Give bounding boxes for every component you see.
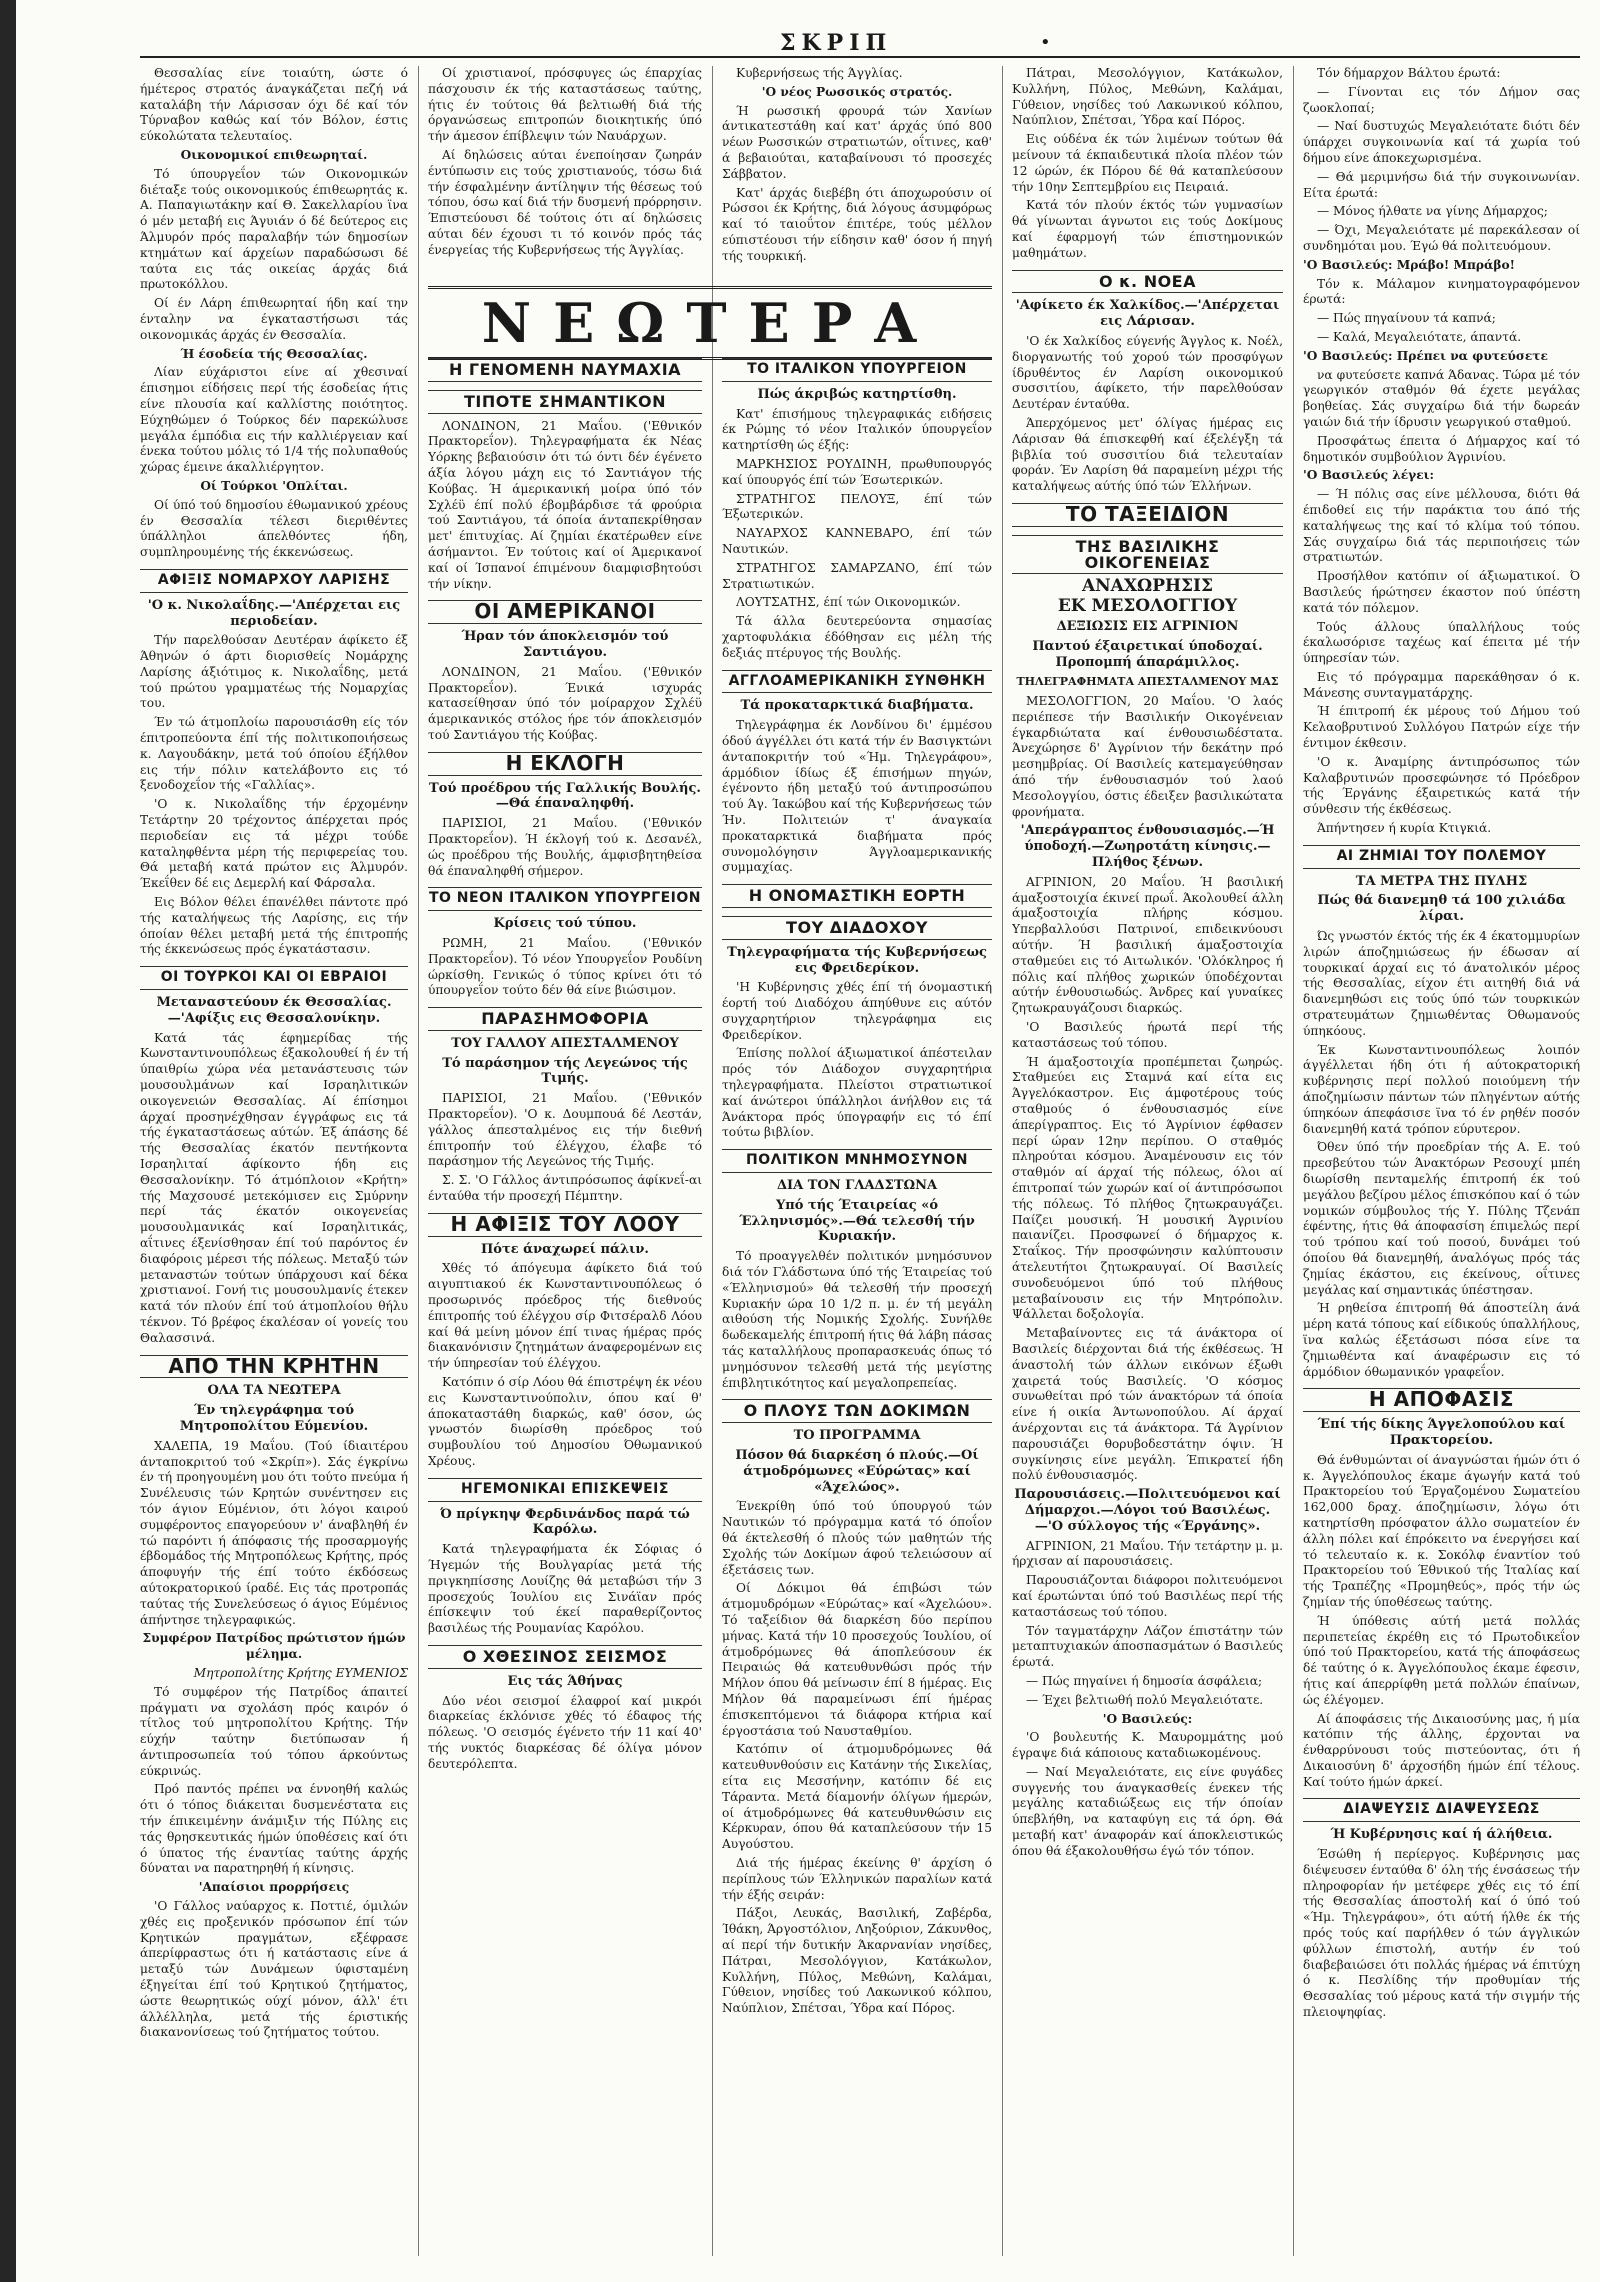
headline: Ο ΠΛΟΥΣ ΤΩΝ ΔΟΚΙΜΩΝ: [722, 1399, 992, 1423]
paragraph: — Πώς πηγαίνουν τά καπνά;: [1317, 311, 1496, 326]
paragraph: Κατόπιν ό σίρ Λόου θά έπιστρέψη έκ νέου εις Κωνσταντινούπολιν, όπου καί θ' άποκαταστάθη διαρκώς, καθ' όσον, ώς γνωστόν διωρίσθη πρόεδρος τού συμβουλίου τού Δημοσίου Όθωμανικού Χρέους.: [428, 1375, 702, 1469]
paragraph: ΠΑΡΙΣΙΟΙ, 21 Μαΐου. ('Εθνικόν Πρακτορεΐον). 'Ο κ. Δουμπουά δέ Λεστάν, γάλλος άπεσταλμένος εις τήν διεθνή έπιτροπήν τού έλέγχου, έλαβε τό παράσημον τής Λεγεώνος τής Τιμής.: [428, 1091, 702, 1169]
headline: ΟΙ ΤΟΥΡΚΟΙ ΚΑΙ ΟΙ ΕΒΡΑΙΟΙ: [140, 966, 408, 990]
paragraph: Τά άλλα δευτερεύοντα σημασίας χαρτοφυλάκια έδόθησαν εις μέλη τής δεξιάς πτέρυγος τής Βουλής.: [722, 614, 992, 660]
paragraph: — Μόνος ήλθατε να γίνης Δήμαρχος;: [1317, 204, 1548, 219]
column-3: [722, 350, 992, 2256]
headline: ΤΙΠΟΤΕ ΣΗΜΑΝΤΙΚΟΝ: [428, 390, 702, 414]
subheadline: ΔΙΑ ΤΟΝ ΓΛΑΔΣΤΩΝΑ: [776, 1178, 938, 1194]
scan-edge: [0, 0, 16, 2282]
paragraph: ΣΤΡΑΤΗΓΟΣ ΣΑΜΑΡΖΑΝΟ, έπί τών Στρατιωτικών.: [722, 560, 992, 591]
subheadline: Ό πρίγκηψ Φερδινάνδος παρά τώ Καρόλω.: [440, 1506, 690, 1538]
paragraph: ΝΑΥΑΡΧΟΣ ΚΑΝΝΕΒΑΡΟ, έπί τών Ναυτικών.: [722, 526, 992, 556]
headline: ΑΙ ΖΗΜΙΑΙ ΤΟΥ ΠΟΛΕΜΟΥ: [1303, 845, 1580, 869]
section-title: 'Ο Βασιλεύς: Πρέπει να φυτεύσετε: [1303, 348, 1548, 363]
paragraph: Ή άμαξοστοιχία προπέμπεται ζωηρώς. Σταθμεύει εις Σταμνά καί είτα εις Άγγελόκαστρον. Εις άμφοτέρους τούς σταθμούς ό ένθουσιασμός είνε άπερίγραπτος. Εις τό Άγρίνιον έφθασεν περί ώραν 12ην περίπου. Ο σταθμός πληρούται κόσμου. Άναμένουσιν εις τόν σταθμόν αί άρχαί τής πόλεως, όλοι αί έπιτροπαί τών χωρών καί οί άντιπρόσωποι τής πόλεως. Τό πλήθος ζητωκραυγάζει. Παίζει μουσική. Ή μουσική Άγρινίου παιανίζει. Προσφωνεί ό δήμαρχος κ. Σταΐκος. Τήν προσφώνησιν καλύπτουσιν άτελευτήτοι ζητωκραυγαί. Οί Βασιλείς συνοδευόμενοι ύπό τού πλήθους μεταβαίνουσιν εις τήν Μητρόπολιν. Ψάλλεται δοξολογία.: [1012, 1054, 1283, 1322]
paragraph: Παρουσιάζονται διάφοροι πολιτευόμενοι καί έρωτώνται ύπό τού Βασιλέως περί τής καταστάσεως τού τόπου.: [1012, 1573, 1283, 1619]
paragraph: — Ναί Μεγαλειότατε, εις είνε φυγάδες συγγενής του άναγκασθείς ένεκεν τής μεγάλης καταδιώξεως εις τήν όποίαν ύπεβλήθη, να καταφύγη εις τά όρη. Θά μεταβή κατ' άναφοράν καί άποκλειστικώς όπου θά έξακολουθήσω έγώ τόν τόπον.: [1012, 1764, 1283, 1858]
paragraph: Αί άποφάσεις τής Δικαιοσύνης μας, ή μία κατόπιν τής άλλης, έρχονται να ένθαρρύνουσι τούς πιστεύοντας, ότι ή Δικαιοσύνη δ' άρχοσήδη ήμών έπί τέλους. Καί τούτο ήμών άρκεί.: [1303, 1711, 1580, 1789]
paragraph: Ή έπιτροπή έκ μέρους τού Δήμου τού Κελαοβρυτινού Συλλόγου Πατρών είχε τήν έντιμον έκθεσιν.: [1303, 704, 1580, 751]
subheadline: Κρίσεις τού τύπου.: [493, 916, 637, 932]
paragraph: — Έχει βελτιωθή πολύ Μεγαλειότατε.: [1026, 1692, 1264, 1707]
subheadline: ΤΑ ΜΕΤΡΑ ΤΗΣ ΠΥΛΗΣ: [1355, 873, 1528, 889]
section-title: 'Ο Βασιλεύς:: [1102, 1711, 1193, 1726]
subheadline: 'Αφίκετο έκ Χαλκίδος.—'Απέρχεται εις Λάρισαν.: [1015, 298, 1280, 330]
headline: ΟΙ ΑΜΕΡΙΚΑΝΟΙ: [428, 600, 702, 624]
paragraph: Κατ' έπισήμους τηλεγραφικάς ειδήσεις έκ Ρώμης τό νέον Ιταλικόν ύπουργεΐον κατηρτίσθη ώς έξής:: [722, 406, 992, 453]
paragraph: ΑΓΡΙΝΙΟΝ, 21 Μαΐου. Τήν τετάρτην μ. μ. ήρχισαν αί παρουσιάσεις.: [1012, 1538, 1283, 1569]
paragraph: 'Ο Βασιλεύς ήρωτά περί τής καταστάσεως τού τόπου.: [1012, 1020, 1283, 1050]
headline: Η ΕΚΛΟΓΗ: [428, 752, 702, 776]
headline: ΑΓΓΛΟΑΜΕΡΙΚΑΝΙΚΗ ΣΥΝΘΗΚΗ: [722, 670, 992, 694]
paragraph: Άπήντησεν ή κυρία Κτιγκιά.: [1317, 821, 1492, 836]
subheadline: Παρουσιάσεις.—Πολιτευόμενοι καί Δήμαρχοι.—Λόγοι τού Βασιλέως.—'Ο σύλλογος τής «Έργάνης».: [1014, 1487, 1281, 1534]
masthead-dot: •: [1040, 32, 1051, 53]
paragraph: Εις Βόλον θέλει έπανέλθει πάντοτε πρό τής καταλήψεως τής Λαρίσης, εις τήν όποίαν θέλει μεταβή μετά τής έπιτροπής τής έκκενώσεως πρός έγκατάστασιν.: [140, 895, 408, 957]
paragraph: Χθές τό άπόγευμα άφίκετο διά τού αιγυπτιακού έκ Κωνσταντινουπόλεως ό προσωρινός πρόεδρος τής διεθνούς έπιτροπής τού έλέγχου σίρ Φιτσέραλδ Λόου καί θά μείνη μόνον έπί τινας ήμέρας πρός διακανόνισιν ζητημάτων άναφερομένων εις τήν ύπηρεσίαν τού έλέγχου.: [428, 1261, 702, 1371]
paragraph: Έσώθη ή περίεργος. Κυβέρνησις μας διέψευσεν ένταύθα δ' όλη τής ένσάσεως τήν πληροφορίαν ήν μετέφερε χθές εις τό έπί τής Θεσσαλίας άποστολή καί ό ύπό τού «Ήμ. Τηλεγράφου», ότι αύτή ήλθε έκ τής πρός τούς καί παρήλθεν ό τών άγγλικών φύλλων έπιστολή, αυτήν έν τού διαβεβαιώσει ότι πολλάς ήμέρας νά έπιτύχη ό κ. Πεσλίδης τήν προθυμίαν τής Θεσσαλίας τού μέρους κατά τήν σιγμήν τής πλειοψηφίας.: [1303, 1847, 1580, 2020]
paragraph: Εις ούδένα έκ τών λιμένων τούτων θά μείνουν τά έκπαιδευτικά πλοία πλέον τών 12 ώρών, έκ Πόρου δέ θά καταπλεύσουν τήν 10ην Σεπτεμβρίου εις Πειραιά.: [1012, 132, 1283, 194]
paragraph: Τό συμφέρον τής Πατρίδος άπαιτεί πράγματι να σχολάση πρός καιρόν ό τίτλος τού μητροπολίτου Κρήτης. Τήν εύχήν ταύτην διετύπωσαν ή άντιπροσωπεία τού τόπου άρκούντως εύκρινώς.: [140, 1684, 408, 1778]
section-title: 'Ο Βασιλεύς: Μράβο! Μπράβο!: [1303, 257, 1515, 272]
subheadline: ΑΝΑΧΩΡΗΣΙΣ: [1081, 576, 1214, 597]
paragraph: — Ή πόλις σας είνε μέλλουσα, διότι θά έπιδοθεί εις τήν παράκτια του άπό τής καταλήψεως της καί τό κλίμα τού τόπου. Σάς συγχαίρω διά τάς περιποιήσεις τών στρατιωτών.: [1303, 487, 1580, 565]
paragraph: Τό προαγγελθέν πολιτικόν μνημόσυνον διά τόν Γλάδστωνα ύπό τής Έταιρείας τού «Έλληνισμού» θά τελεσθή τήν προσεχή Κυριακήν ώρα 10 1/2 π. μ. έν τή μεγάλη αιθούση τής Νομικής Σχολής. Συνήλθε δωδεκαμελής έπιτροπή ήτις θά λάβη πάσας τάς καταλλήλους προπαρασκευάς όπως τό μνημόσυνον τελεσθή μετά τής μεγίστης έπιβλητικότητος καί μεγαλοπρεπείας.: [722, 1249, 992, 1390]
paragraph: — Καλά, Μεγαλειότατε, άπαντά.: [1317, 329, 1522, 344]
paragraph: ΜΑΡΚΗΣΙΟΣ ΡΟΥΔΙΝΗ, πρωθυπουργός καί ύπουργός έπί τών Έσωτερικών.: [722, 456, 992, 487]
section-title: 'Ο νέος Ρωσσικός στρατός.: [761, 84, 953, 99]
headline: ΔΙΑΨΕΥΣΙΣ ΔΙΑΨΕΥΣΕΩΣ: [1303, 1798, 1580, 1822]
paragraph: ΑΓΡΙΝΙΟΝ, 20 Μαΐου. Ή βασιλική άμαξοστοιχία έκινεί πρωΐ. Άκολουθεί άλλη άμαξοστοιχία πλήρης κόσμου. Υπερβαλλούσι Πατρινοί, επιδεικνύουσι αύτήν. Ή βασιλική άμαξοστοιχία σταθμεύει εις τό Αιτωλικόν. 'Ολόκληρος ή πόλις καί πλήθος χωρικών ύποδέχονται αύτήν ένθουσιωδώς. Άνδρες καί γυναίκες ζητωκραυγάζουσι διαρκώς.: [1012, 874, 1283, 1016]
headline: ΤΟ ΝΕΟΝ ΙΤΑΛΙΚΟΝ ΥΠΟΥΡΓΕΙΟΝ: [428, 887, 702, 911]
headline: ΤΗΣ ΒΑΣΙΛΙΚΗΣ ΟΙΚΟΓΕΝΕΙΑΣ: [1012, 535, 1283, 575]
paragraph: Προσήλθον κατόπιν οί άξιωματικοί. Ό Βασιλεύς ήρώτησεν έκαστον πού ύπέστη κατά τόν πόλεμον.: [1303, 569, 1580, 615]
subheadline: Πότε άναχωρεί πάλιν.: [481, 1241, 649, 1257]
headline: ΤΟΥ ΔΙΑΔΟΧΟΥ: [722, 916, 992, 940]
paragraph: Πάτραι, Μεσολόγγιον, Κατάκωλον, Κυλλήνη, Πύλος, Μεθώνη, Καλάμαι, Γύθειον, νησίδες τού Λακωνικού κόλπου, Ναύπλιον, Σπέτσαι, Ύδρα καί Πόρος.: [1012, 66, 1283, 128]
paragraph: ΛΟΝΔΙΝΟΝ, 21 Μαΐου. ('Εθνικόν Πρακτορεΐον). Ένικά ισχυράς κατασείθησαν ύπό τόν μοίραρχον Σχλέϋ άμερικανικός στόλος ήρε τόν άποκλεισμόν τού Σαντιάγου τής Κούβας.: [428, 664, 702, 742]
section-title: Οικονομικοί επιθεωρηταί.: [180, 147, 368, 162]
section-title: Συμφέρον Πατρίδος πρώτιστον ήμών μέλημα.: [142, 1631, 406, 1662]
paragraph: — Όχι, Μεγαλειότατε μέ παρεκάλεσαν οί συνδημόται μου. Έγώ θά πολιτευόμουν.: [1303, 223, 1580, 253]
paragraph: Ή ρωσσική φρουρά τών Χανίων άντικατεστάθη καί κατ' άρχάς ύπό 800 νέων Ρωσσικών στρατιωτών, οΐτινες, καθ' ά βεβαιούται, καταβαίνουσι τό προσεχές Σάββατον.: [722, 103, 992, 181]
paragraph: Κατά τηλεγραφήματα έκ Σόφιας ό Ήγεμών τής Βουλγαρίας μετά τής πριγκηπίσσης Λουίζης θά μεταβώσι τήν 3 προσεχούς Ίουλίου εις Σινάϊαν πρός έπίσκεψιν τού έκεί παραθερίζοντος βασιλέως τής Ρουμανίας Καρόλου.: [428, 1542, 702, 1636]
section-title: 'Απαίσιοι προρρήσεις: [198, 1880, 350, 1895]
paragraph: Δύο νέοι σεισμοί έλαφροί καί μικρόι διαρκείας έκλόνισε χθές τό έδαφος τής πόλεως. 'Ο σεισμός έγένετο τήν 11 καί 40' τής νυκτός διαρκέσας δέ όλίγα μόνον δευτερόλεπτα.: [428, 1693, 702, 1771]
subheadline: 'Ο κ. Νικολαΐδης.—'Απέρχεται εις περιοδείαν.: [147, 597, 401, 629]
paragraph: Θά ένθυμώνται οί άναγνώσται ήμών ότι ό κ. Άγγελόπουλος έκαμε άγωγήν κατά τού Πρακτορείου τού Έργαζομένου Σωματείου 162,000 δραχ. άποζημίωσιν, λόγω ότι κατηρτίσθη πρόσφατον άλλο σωματείον έν άλλη πόλει καί έπρόκειτο να ένεργήσει καί τό τελευταίο κ. κ. Σοκόλφ έναντίον τού Πρακτορείου τού Έθνικού τής Ίταλίας καί τής Τραπέζης «Προμηθεύς», πρός τήν ώς ζημίαν τής ύποθέσεως ταύτης.: [1303, 1452, 1580, 1609]
paragraph: — Πώς πηγαίνει ή δημοσία άσφάλεια;: [1026, 1673, 1263, 1688]
subheadline: Τού προέδρου τής Γαλλικής Βουλής.—Θά έπαναληφθή.: [429, 780, 701, 812]
section-title: Οί Τούρκοι 'Οπλίται.: [200, 478, 348, 493]
paragraph: Εις τό πρόγραμμα παρεκάθησαν ό κ. Μάνεσης συνταγματάρχης.: [1303, 669, 1580, 700]
paragraph: Οί έν Λάρη έπιθεωρηταί ήδη καί την ένταλην να έγκαταστήσωσι τάς οικονομικάς άρχάς έν Θεσσαλία.: [140, 296, 408, 342]
subheadline: ΟΛΑ ΤΑ ΝΕΩΤΕΡΑ: [207, 1383, 341, 1399]
paragraph: 'Η Κυβέρνησις χθές έπί τή όνομαστική έορτή τού Διαδόχου άπηύθυνε εις αύτόν συγχαρητήριον τηλεγράφημα εις Φρειδερίκον.: [722, 980, 992, 1042]
paragraph: Έκ Κωνσταντινουπόλεως λοιπόν άγγέλλεται ήδη ότι ή αύτοκρατορική κυβέρνησις περί πολλού ποιούμενη τήν άποζημίωσιν πάντων τών πληγέντων αύτής ύπηκόων άπεφάσισε ϊνα τό έν ρηθέν ποσόν διανεμηθή κατά τρόπον εύρυτερον.: [1303, 1042, 1580, 1136]
paragraph: Κυβερνήσεως τής Άγγλίας.: [736, 66, 903, 80]
subheadline: ΤΟΥ ΓΑΛΛΟΥ ΑΠΕΣΤΑΛΜΕΝΟΥ: [451, 1035, 679, 1051]
headline: ΑΦΙΞΙΣ ΝΟΜΑΡΧΟΥ ΛΑΡΙΣΗΣ: [140, 569, 408, 593]
paragraph: 'Ο βουλευτής Κ. Μαυρομμάτης μού έγραψε διά κάποιους καταδιωκομένους.: [1012, 1730, 1283, 1761]
paragraph: — Ναί δυστυχώς Μεγαλειότατε διότι δέν ύπάρχει συγκοινωνία καί τά χωρία τού δήμου είνε άποκεχωρισμένα.: [1303, 119, 1580, 165]
paragraph: Τήν παρελθούσαν Δευτέραν άφίκετο έξ Άθηνών ό άρτι διορισθείς Νομάρχης Λαρίσης άξιότιμος κ. Νικολαΐδης, μετά τού πρώτου γραμματέως τής Νομαρχίας του.: [140, 633, 408, 711]
paragraph: — Γίνονται εις τόν Δήμον σας ζωοκλοπαί;: [1303, 84, 1580, 115]
subheadline: Έπί τής δίκης Άγγελοπούλου καί Πρακτορείου.: [1317, 1417, 1566, 1448]
paragraph: Ή ύπόθεσις αύτή μετά πολλάς περιπετείας έκρέθη εις τό Πρωτοδικεΐον ύπό τού Πρακτορείου, κατά τής άποφάσεως δέ ταύτης ό κ. Άγγελόπουλος έκαμε έφεσιν, ήτις καί άπερρίφθη μετά πολλών έπαίνων, ώς έλέγομεν.: [1303, 1613, 1580, 1707]
paragraph: Κατά τόν πλούν έκτός τών γυμνασίων θά γίνωνται άγνωτοι εις τούς Δοκίμους καί έφαρμογή τών έπιστημονικών μαθημάτων.: [1012, 198, 1283, 260]
subheadline: Παντού έξαιρετικαί ύποδοχαί. Προπομπή άπαράμιλλος.: [1032, 638, 1263, 670]
paragraph: Πρό παντός πρέπει να έννοηθή καλώς ότι ό τόπος διάκειται δυσμενέστατα εις τήν έπικειμένην άνάμιξιν τής Πύλης εις τάς θρησκευτικάς ήμών ύποθέσεις καί ότι ό ύπατος τής έναντίας ταύτης άρχής δύναται να παρατηρηθή ή κίνησις.: [140, 1782, 408, 1876]
column-3-top: [722, 66, 992, 280]
section-title: 'Ο Βασιλεύς λέγει:: [1303, 468, 1435, 483]
column-4: [1012, 66, 1283, 2256]
column-rule: [418, 66, 419, 2256]
subheadline: Υπό τής Έταιρείας «ό Έλληνισμός».—Θά τελεσθή τήν Κυριακήν.: [739, 1197, 975, 1245]
paragraph: ΛΟΥΤΣΑΤΗΣ, έπί τών Οικονομικών.: [736, 595, 961, 610]
subheadline: ΔΕΞΙΩΣΙΣ ΕΙΣ ΑΓΡΙΝΙΟΝ: [1056, 618, 1239, 634]
paragraph: 'Ο Γάλλος ναύαρχος κ. Ποττιέ, όμιλών χθές εις προξενικόν πρόσωπον έπί τών Κρητικών πραγμάτων, εξέφρασε άπερίφραστως ότι ή κατάστασις είνε ά μεταξύ τών Δυνάμεων ύφισταμένη έξηγείται έπί τού Κρητικού ζητήματος, ώστε θεωρητικώς ούχί μόνον, άλλ' έτι άλλέλληλα, μετά τής έριστικής διακανονίσεως τού ζητήματος τούτου.: [140, 1899, 408, 2040]
paragraph: Κατά τάς έφημερίδας τής Κωνσταντινουπόλεως έξακολουθεί ή έν τή ύπαιθρίω χώρα νέα μετανάστευσις τών μουσουλμάνων καί Ισραηλιτικών οικογενειών Θεσσαλίας. Αί έπίσημοι άρχαί προσηνέχθησαν έγγράφως εις τά τής έγκαταστάσεως αύτών. Έξ άπάσης δέ τής Θεσσαλίας έκατόν πεντήκοντα Ισραηλιταί άφίκοντο ήδη εις Θεσσαλονίκην. Τό άτμόπλοιον «Κρήτη» τής Μαχσουσέ μετεκόμισεν εις Σμύρνην περί τάς έκατόν οικογενείας μουσουλμανικάς καί Ισραηλιτικάς, αΐτινες έξενίσθησαν έπί τού παρόντος έν διαφόροις μέρεσι τής πόλεως. Μεταξύ τών μεταναστών τούτων ύπάρχουσι καί δέκα χριστιανοί. Γονή τις μουσουλμανίς έτεκεν κατά τόν πλούν έπί τού άτμοπλοίου θήλυ τέκνον. Τό βρέφος έκαλέσαν οί γονείς του Θαλασσινά.: [140, 1030, 408, 1345]
paragraph: Ή ρηθείσα έπιτροπή θά άποστείλη άνά μέρη κατά τόπους καί είδικούς ύπαλλήλους, ϊνα καλώς έξετάσωσι πόσα είνε τα ζημιωθέντα καί άναφέρωσιν εις τό άρμόδιον όθωμανικόν γραφεΐον.: [1303, 1301, 1580, 1379]
subheadline: ΕΚ ΜΕΣΟΛΟΓΓΙΟΥ: [1057, 596, 1238, 617]
column-2-lower: [428, 350, 702, 2256]
paragraph: Έπίσης πολλοί άξιωματικοί άπέστειλαν πρός τόν Διάδοχον συγχαρητήρια τηλεγραφήματα. Πλείστοι στρατιωτικοί καί άνώτεροι ύπάλληλοι άνήλθον εις τά Άνάκτορα πρός ύπογραφήν εις τό έπί τούτω βιβλίον.: [722, 1046, 992, 1140]
paragraph: Διά τής ήμέρας έκείνης θ' άρχίση ό περίπλους τών Έλληνικών παραλίων κατά τήν έξής σειράν:: [722, 1855, 992, 1902]
section-banner-neotera: ΝΕΩΤΕΡΑ: [428, 286, 992, 360]
paragraph: 'Ο κ. Νικολαΐδης τήν έρχομένην Τετάρτην 20 τρέχοντος άπέρχεται πρός περιοδείαν εις τά μέχρι τούδε καταληφθέντα μέρη τής περιφερείας του. Θά μεταβή κατά πρώτον εις Άλμυρόν. Έκεΐθεν δέ εις Δεμερλή καί Φάρσαλα.: [140, 797, 408, 891]
paragraph: 'Ο κ. Άναμίρης άντιπρόσωπος τών Καλαβρυτινών προσεφώνησε τό Πρόεδρον τής Έργάνης έξαιρετικώς κατά τήν σύνθεσιν τής έκθέσεως.: [1303, 754, 1580, 817]
headline: Η ΓΕΝΟΜΕΝΗ ΝΑΥΜΑΧΙΑ: [428, 358, 702, 382]
paragraph: Τό ύπουργεΐον τών Οικονομικών διέταξε τούς οικονομικούς έπιθεωρητάς κ. Α. Παπαγιωτάκην καί Θ. Σακελλαρίου ϊνα ό μέν μεταβή εις Άγυιάν ό δέ δεύτερος εις Άλμυρόν πρός παραλαβήν τών δημοσίων κτημάτων καί άρχείων παραδώσωσι δέ ταύτα εις τάς οικείας άρχάς διά πρωτοκόλλου.: [140, 166, 408, 292]
paragraph: Τόν ταγματάρχην Λάζον έπιστάτην τών μεταπτυχιακών άποσπασμάτων ό Βασιλεύς έρωτά.: [1012, 1623, 1283, 1670]
section-title: Ή έσοδεία τής Θεσσαλίας.: [180, 346, 368, 361]
column-rule: [1293, 66, 1294, 2256]
headline: Ο ΧΘΕΣΙΝΟΣ ΣΕΙΣΜΟΣ: [428, 1645, 702, 1669]
subheadline: ΤΟ ΠΡΟΓΡΑΜΜΑ: [793, 1428, 921, 1444]
subheadline: Πώς άκριβώς κατηρτίσθη.: [757, 386, 957, 402]
headline: ΠΟΛΙΤΙΚΟΝ ΜΝΗΜΟΣΥΝΟΝ: [722, 1149, 992, 1173]
paragraph: Λίαν εύχάριστοι είνε αί χθεσιναί έπισημοι είδήσεις περί τής έσοδείας ήτις είνε πλουσία καί καλλίστης ποιότητος. Εύχηθώμεν ό Τούρκος δέν παρεκώλυσε μεγάλα έμπόδια εις τήν καλλιέργειαν καί ένεκα τούτου μόλις τό 1/4 τής πολυπαθούς χώρας έμεινε άκαλλιέργητον.: [140, 365, 408, 475]
paragraph: ΜΕΣΟΛΟΓΓΙΟΝ, 20 Μαΐου. 'Ο λαός περιέπεσε τήν Βασιλικήν Οικογένειαν έγκαρδιώτατα καί ένθουσιωδέστατα. Άνεχώρησε δ' Άγρίνιον τήν δεκάτην πρό μεσημβρίας. Οί Βασιλείς κατεμαγεύθησαν άπό τήν ένθουσιασμόν τού λαού Μεσολογγίου, όστις έδειξεν βασιλικώτατα φρονήματα.: [1012, 694, 1283, 819]
paragraph: Θεσσαλίας είνε τοιαύτη, ώστε ό ήμέτερος στρατός άναγκάζεται πεζή νά καταλάβη τήν Λάρισσαν όχι δέ καί τόν Τύρναβον καθώς καί τόν Βόλον, έστις εύκολώτατα τελευταίος.: [140, 66, 408, 144]
newspaper-name: ΣΚΡΙΠ: [780, 30, 893, 56]
subheadline: ΤΗΛΕΓΡΑΦΗΜΑΤΑ ΑΠΕΣΤΑΛΜΕΝΟΥ ΜΑΣ: [1016, 675, 1279, 689]
headline: ΠΑΡΑΣΗΜΟΦΟΡΙΑ: [428, 1007, 702, 1031]
headline: Η ΑΠΟΦΑΣΙΣ: [1303, 1388, 1580, 1412]
paragraph: ΧΑΛΕΠΑ, 19 Μαΐου. (Τού ίδιαιτέρου άνταποκριτού τού «Σκρίπ»). Σάς έγκρίνω έν τή προηγουμένη μου ότι τούτο πνεύμα ή Συνέλευσις τών Κρητών συνέντησεν εις τόν άγιον Εύμένιον, ότι λόγοι καιρού συμφέροντος επαγορεύουν ν' άναβληθή έν τώ παρόντι ή άπόφασις τής προσαρμογής έβδομάδος τής Μητροπόλεως Κρήτης, πρός άποφυγήν τής έπί τούτο έκδόσεως αύτοκρατορικού ίραδέ. Εις τάς προτροπάς ταύτας τής Συνελεύσεως ό άγιος Εύμένιος άπήντησε τηλεγραφικώς.: [140, 1438, 408, 1627]
column-rule: [1002, 66, 1003, 2256]
subheadline: Πώς θά διανεμηθ τά 100 χιλιάδα λίραι.: [1317, 893, 1566, 925]
paragraph: Αί δηλώσεις αύται ένεποίησαν ζωηράν έντύπωσιν εις τούς χριστιανούς, τόσω διά τήν έσφαλμένην άντίληψιν τής θέσεως τού τόπου, όσω καί διά τήν δυσμενή πρόρρησιν. Έπιστεύουσι δέ τούτοις ότι αί δηλώσεις αύται δέν έχουσι τι τό κοινόν πρός τάς ένεργείας τής Κυβερνήσεως τής Άγγλίας.: [428, 147, 702, 257]
paragraph: Προσφάτως έπειτα ό Δήμαρχος καί τό δημοτικόν συμβούλιον Άγρινίου.: [1303, 433, 1580, 464]
paragraph: ΠΑΡΙΣΙΟΙ, 21 Μαΐου. ('Εθνικόν Πρακτορεΐον). Ή έκλογή τού κ. Δεσανέλ, ώς προέδρου τής Βουλής, άμφισβητηθείσα θά έπαναληφθή σήμερον.: [428, 816, 702, 878]
masthead: [140, 30, 1580, 58]
paragraph: 'Ο έκ Χαλκίδος εύγενής Άγγλος κ. Νοέλ, διοργανωτής τού χορού τών προσφύγων ίδρυθέντος έν Λαρίση οικονομικού συσσιτίου, άφίκετο, τήν παρελθούσαν Δευτέραν ένταύθα.: [1012, 333, 1283, 412]
paragraph: — Θά μεριμνήσω διά τήν συγκοινωνίαν. Είτα έρωτά:: [1303, 169, 1580, 200]
paragraph: Κατόπιν οί άτμομυδρόμωνες θά κατευθυνθούσιν εις Κατάνην τής Σικελίας, είτα εις Μεσσήνην, κατόπιν δέ εις Τάραντα. Μετά δίαμονήν όλίγων ήμερών, οί άτμοδρόμωνες θά κατευθυνθώσιν εις Κέρκυραν, όπου θά καταπλεύσουν τήν 15 Αυγούστου.: [722, 1742, 992, 1852]
headline: ΤΟ ΤΑΞΕΙΔΙΟΝ: [1012, 503, 1283, 527]
paragraph: Έν τώ άτμοπλοίω παρουσιάσθη είς τόν έπιτροπεύοντα έπί τής πολιτικοποιήσεως κ. Λαγουδάκην, μετά τού όποίου έξήλθον εις τήν πόλιν κατελάβοντο εις τό ξενοδοχεΐον τής «Γαλλίας».: [140, 715, 408, 793]
paragraph: Τόν δήμαρχον Βάλτου έρωτά:: [1317, 66, 1501, 80]
paragraph: Οί Δόκιμοι θά έπιβώσι τών άτμομυδρόμων «Εύρώτας» καί «Άχελώου». Τό ταξείδιον θά διαρκέση δύο περίπου μήνας. Κατά τήν 10 προσεχούς Ίουλίου, οί άτμοδρόμωνες θά άποπλεύσουν έκ Πειραιώς θά κατευθυνθώσι πρός τήν Μήλον όπου θά μείνωσιν έπί 8 ήμέρας. Εις Μήλον θά παραμείνωσι έπί ήμέρας έπισκεπτόμενοι τά διάφορα κτήρια καί έργοστάσια τού Ναυσταθμίου.: [722, 1581, 992, 1738]
paragraph: Τόν κ. Μάλαμον κινηματογραφόμενον έρωτά:: [1303, 276, 1580, 307]
headline: ΤΟ ΙΤΑΛΙΚΟΝ ΥΠΟΥΡΓΕΙΟΝ: [722, 358, 992, 382]
headline: ΑΠΟ ΤΗΝ ΚΡΗΤΗΝ: [140, 1355, 408, 1379]
headline: ΗΓΕΜΟΝΙΚΑΙ ΕΠΙΣΚΕΨΕΙΣ: [428, 1478, 702, 1502]
subheadline: Ή Κυβέρνησις καί ή άλήθεια.: [1330, 1827, 1553, 1843]
paragraph: Όθεν ύπό τήν προεδρίαν τής Α. Ε. τού πρεσβεύτου τών Άνακτόρων Ρεσουχί μπέη διωρίσθη πενταμελής έπιτροπή έκ τού μεγάλου βεζίρου μέλος έπισκόπου καί ό τών νομικών σύμβουλος τής Υ. Πύλης Τζενάπ έφέντης, ήτις θά άποφασίση έπιμελώς περί τού τρόπου καί τού ποσού, δυνάμει τού όποίου θά διανεμηθή, άναλόγως πρός τάς ζημίας έκάστου, εις έκείνους, οΐτινες μεγάλας καί σημαντικάς ύπέστησαν.: [1303, 1140, 1580, 1297]
headline: Ο κ. ΝΟΕΑ: [1012, 270, 1283, 294]
paragraph: Κατ' άρχάς διεβέβη ότι άποχωρούσιν οί Ρώσσοι έκ Κρήτης, διά λόγους άσυμφόρως καί τό ταιοΰτον έπιτέρε, τούς μέλλον εύπιστέουσι τήν είδησιν καθ' όσον ή πηγή τής τουρκική.: [722, 185, 992, 263]
subheadline: Εις τάς Άθήνας: [507, 1673, 623, 1689]
paragraph: ΡΩΜΗ, 21 Μαΐου. ('Εθνικόν Πρακτορεΐον). Τό νέον Υπουργεΐον Ρουδίνη ώρκίσθη. Γενικώς ό τύπος κρίνει ότι τό ύπουργεΐον τούτο δέν θά είνε βιώσιμον.: [428, 935, 702, 998]
paragraph: Οί ύπό τού δημοσίου έθωμανικού χρέους έν Θεσσαλία τέλεσι διεριθέντες ύπάλληλοι άπελθόντες ήδη, συμπληρουμένης τής έκκενώσεως.: [140, 497, 408, 560]
paragraph: Μεταβαίνοντες εις τά άνάκτορα οί Βασιλείς διέρχονται διά τής έκθέσεως. Ή άναστολή τών άλλων εικόνων έξωθι χαιρετά τούς Βασιλείς. 'Ο κόσμος συνωθείται πρό τών άνακτόρων τά όποία είνε ή οικία Άντωνοπούλου. Αί άρχαί άνέρχονται εις τά άνάκτορα. Τά Άγρίνιον παρουσιάζει θορυβοδεστάτην όψιν. Ή συγκίνησις είνε μεγάλη. Έπικρατεί ήδη πολύ ένθουσιασμός.: [1012, 1326, 1283, 1483]
subheadline: Μεταναστεύουν έκ Θεσσαλίας.—'Αφίξις εις Θεσσαλονίκην.: [156, 995, 392, 1026]
column-5: [1303, 66, 1580, 2256]
paragraph: Τηλεγράφημα έκ Λονδίνου δι' έμμέσου όδού άγγέλλει ότι κατά τήν έν Βασιγκτώνι άνταποκριτήν τού «Ήμ. Τηλεγράφου», άρμόδιον ίδίως έξ έπισήμων πηγών, έγένοντο ήδη μεταξύ τού άντιπροσώπου τού Άγ. Ίακώβου καί τής Κυβερνήσεως τών Ήν. Πολιτειών τ' άναγκαία προκαταρκτικά διαβήματα πρός συνομολόγησιν Άγγλοαμερικανικής συμμαχίας.: [722, 718, 992, 875]
subheadline: Πόσον θά διαρκέση ό πλούς.—Οί άτμοδρόμωνες «Εύρώτας» καί «Άχελώος».: [735, 1448, 979, 1495]
signature: Μητροπολίτης Κρήτης ΕΥΜΕΝΙΟΣ: [193, 1665, 408, 1680]
subheadline: 'Απεράγραπτος ένθουσιασμός.—Ή ύποδοχή.—Ζωηροτάτη κίνησις.—Πλήθος ξένων.: [1020, 823, 1275, 871]
subheadline: Ήραν τόν άποκλεισμόν τού Σαντιάγου.: [461, 629, 669, 660]
paragraph: Οί χριστιανοί, πρόσφυγες ώς έπαρχίας πάσχουσιν έκ τής καταστάσεως ταύτης, ήτις έν τούτοις θά βελτιωθή διά τής όργανώσεως επιτροπών διοικητικής ύπό τήν άμεσον έπίβλεψιν τών Ναυάρχων.: [428, 66, 702, 144]
subheadline: Τηλεγραφήματα τής Κυβερνήσεως εις Φρειδερίκον.: [727, 944, 987, 976]
column-rule: [712, 66, 713, 2256]
paragraph: Πάξοι, Λευκάς, Βασιλική, Ζαβέρδα, Ίθάκη, Άργοστόλιον, Ληξούριον, Ζάκυνθος, αί περί τήν δυτικήν Άκαρνανίαν νησίδες, Πάτραι, Μεσολόγγιον, Κατάκωλον, Κυλλήνη, Πύλος, Μεθώνη, Καλάμαι, Γύθειον, νησίδες τού Λακωνικού κόλπου, Ναύπλιον, Σπέτσαι, Ύδρα καί Πόρος.: [722, 1906, 992, 2016]
headline: Η ΟΝΟΜΑΣΤΙΚΗ ΕΟΡΤΗ: [722, 884, 992, 908]
subheadline: Τό παράσημον τής Λεγεώνος τής Τιμής.: [442, 1055, 688, 1087]
paragraph: Άπερχόμενος μετ' όλίγας ήμέρας εις Λάρισαν θά έπισκεφθή καί έξελέγξη τά βιβλία τού συσσιτίου διά τελευταίαν φοράν. Έν Λαρίση θά παραμείνη μέχρι τής καταλήψεως αύτής ύπό τών Έλλήνων.: [1012, 415, 1283, 494]
paragraph: ΛΟΝΔΙΝΟΝ, 21 Μαΐου. ('Εθνικόν Πρακτορεΐον). Τηλεγραφήματα έκ Νέας Υόρκης βεβαιούσιν ότι τώ όντι δέν έγένετο άξία λόγου μάχη εις τό Σαντιάγον τής Κούβας. Ή άμερικανική μοίρα ύπό τόν Σχλέϋ έπί πολύ έβομβάρδισε τά φρούρια τού Σαντιάγου, τά όποία άνταπεκρίθησαν μετ' έπιτυχίας. Αί ζημίαι έκατέρωθεν είνε άσήμαντοι. Έν τούτοις καί οί Άμερικανοί καί οί Ίσπανοί έπιμένουν διαμφισβητούσι τήν νίκην.: [428, 418, 702, 591]
paragraph: να φυτεύσετε καπνά Άδανας. Τώρα μέ τόν γεωργικόν σταθμόν θά έχετε μεγάλας βοηθείας. Σάς συγχαίρω διά τήν δωρεάν γαιών διά τήν ίδρυσιν γεωργικού σταθμού.: [1303, 367, 1580, 429]
paragraph: Σ. Σ. 'Ο Γάλλος άντιπρόσωπος άφίκνεΐ-αι ένταύθα τήν προσεχή Πέμπτην.: [428, 1173, 702, 1204]
subheadline: Τά προκαταρκτικά διαβήματα.: [740, 698, 974, 714]
headline: Η ΑΦΙΞΙΣ ΤΟΥ ΛΟΟΥ: [428, 1213, 702, 1237]
paragraph: Ώς γνωστόν έκτός τής έκ 4 έκατομμυρίων λιρών άποζημιώσεως ήν έδωσαν αί τουρκικαί άρχαί εις τό άνατολικόν μέρος τής Θεσσαλίας, είχον έτι αιτηθή διά νά διανεμηθώσι εις τούς ύπό τών τουρκικών στρατευμάτων ζημιωθέντας Όθωμανούς ύπηκόους.: [1303, 929, 1580, 1038]
paragraph: Τούς άλλους ύπαλλήλους τούς έκαλωσόρισε ταχέως καί έπειτα μέ τήν ύπηρεσίαν τών.: [1303, 619, 1580, 666]
paragraph: Ένεκρίθη ύπό τού ύπουργού τών Ναυτικών τό πρόγραμμα κατά τό όποΐον θά έκτελεσθή ό πλούς τών μαθητών τής Σχολής τών Δοκίμων άφού τελειώσουν αί έξετάσεις των.: [722, 1499, 992, 1577]
column-1: [140, 66, 408, 2256]
subheadline: Έν τηλεγράφημα τού Μητροπολίτου Εύμενίου.: [179, 1403, 369, 1434]
paragraph: ΣΤΡΑΤΗΓΟΣ ΠΕΛΟΥΞ, έπί τών Έξωτερικών.: [722, 491, 992, 522]
